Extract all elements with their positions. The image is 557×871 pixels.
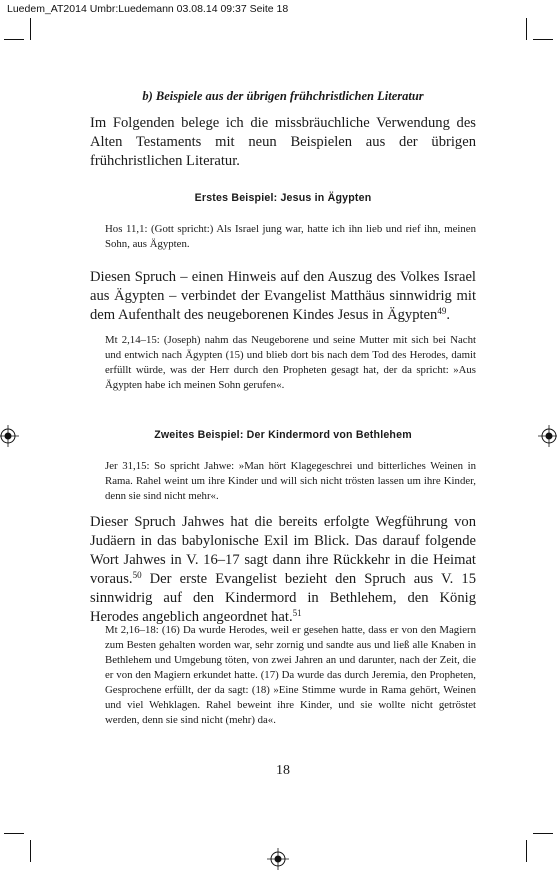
footnote-marker: 51 (292, 608, 302, 618)
crop-mark-bottom-right-horizontal (533, 833, 553, 834)
page-number: 18 (276, 763, 290, 778)
crop-mark-bottom-left-horizontal (4, 833, 24, 834)
registration-mark-icon (267, 848, 289, 870)
example1-heading: Erstes Beispiel: Jesus in Ägypten (194, 192, 372, 204)
example2-paragraph-text: Dieser Spruch Jahwes hat die bereits erfolgte Wegführung von Judäern in das babylonische Exil im Blick. Das darauf folgende Wort Jahwes in V. 16–17 sagt dann ihre Rückkehr in die Heimat voraus. (90, 514, 476, 587)
example1-paragraph (90, 268, 476, 325)
footnote-marker: 50 (132, 570, 142, 580)
footnote-marker: 49 (437, 306, 447, 316)
crop-mark-top-right-vertical (526, 18, 527, 40)
example1-paragraph-end: . (446, 307, 450, 323)
crop-mark-top-left-vertical (30, 18, 31, 40)
section-intro-paragraph: Im Folgenden belege ich die missbräuchliche Verwendung des Alten Testaments mit neun Beispielen aus der übrigen frühchristlichen Literatur. (90, 115, 476, 169)
example1-quote-hosea: Hos 11,1: (Gott spricht:) Als Israel jung war, hatte ich ihn lieb und rief ihn, meinen Sohn, aus Ägypten. (105, 223, 476, 250)
example2-paragraph (90, 513, 476, 627)
crop-mark-bottom-left-vertical (30, 840, 31, 862)
registration-mark-icon (538, 425, 557, 447)
crop-mark-top-left-horizontal (4, 39, 24, 40)
crop-mark-bottom-right-vertical (526, 840, 527, 862)
registration-mark-icon (0, 425, 19, 447)
example2-heading: Zweites Beispiel: Der Kindermord von Bethlehem (154, 429, 412, 441)
example2-quote-jeremiah: Jer 31,15: So spricht Jahwe: »Man hört Klagegeschrei und bitterliches Weinen in Rama. Rahel weint um ihre Kinder und will sich nicht trösten lassen um ihre Kinder, denn sie sind nicht mehr«. (105, 460, 476, 502)
example1-quote-matthew: Mt 2,14–15: (Joseph) nahm das Neugeborene und seine Mutter mit sich bei Nacht und entwich nach Ägypten (15) und blieb dort bis nach dem Tod des Herodes, damit erfüllt würde, was der Herr durch den Propheten gesagt hat, der da spricht: »Aus Ägypten habe ich meinen Sohn gerufen«. (105, 334, 476, 391)
example2-paragraph-text-continued: Der erste Evangelist bezieht den Spruch aus V. 15 sinnwidrig auf den Kindermord in Bethlehem, den König Herodes angeblich angeordnet hat. (90, 571, 476, 625)
example1-paragraph-text: Diesen Spruch – einen Hinweis auf den Auszug des Volkes Israel aus Ägypten – verbindet der Evangelist Matthäus sinnwidrig mit dem Aufenthalt des neugeborenen Kindes Jesus in Ägypten (90, 269, 476, 323)
crop-mark-top-right-horizontal (533, 39, 553, 40)
section-heading: b) Beispiele aus der übrigen frühchristlichen Literatur (142, 89, 424, 103)
print-slug-line: Luedem_AT2014 Umbr:Luedemann 03.08.14 09:37 Seite 18 (7, 3, 289, 15)
example2-quote-matthew: Mt 2,16–18: (16) Da wurde Herodes, weil er gesehen hatte, dass er von den Magiern zum Besten gehalten worden war, sehr zornig und sandte aus und ließ alle Knaben in Bethlehem und Umgebung töten, von zwei Jahren an und darunter, nach der Zeit, die er von den Magiern erkundet hatte. (17) Da wurde das durch Jeremia, den Propheten, Gesprochene erfüllt, der da sagt: (18) »Eine Stimme wurde in Rama gehört, Weinen und viel Wehklagen. Rahel beweint ihre Kinder, und sie wollte nicht getröstet werden, denn sie sind nicht (mehr) da«. (105, 624, 476, 726)
